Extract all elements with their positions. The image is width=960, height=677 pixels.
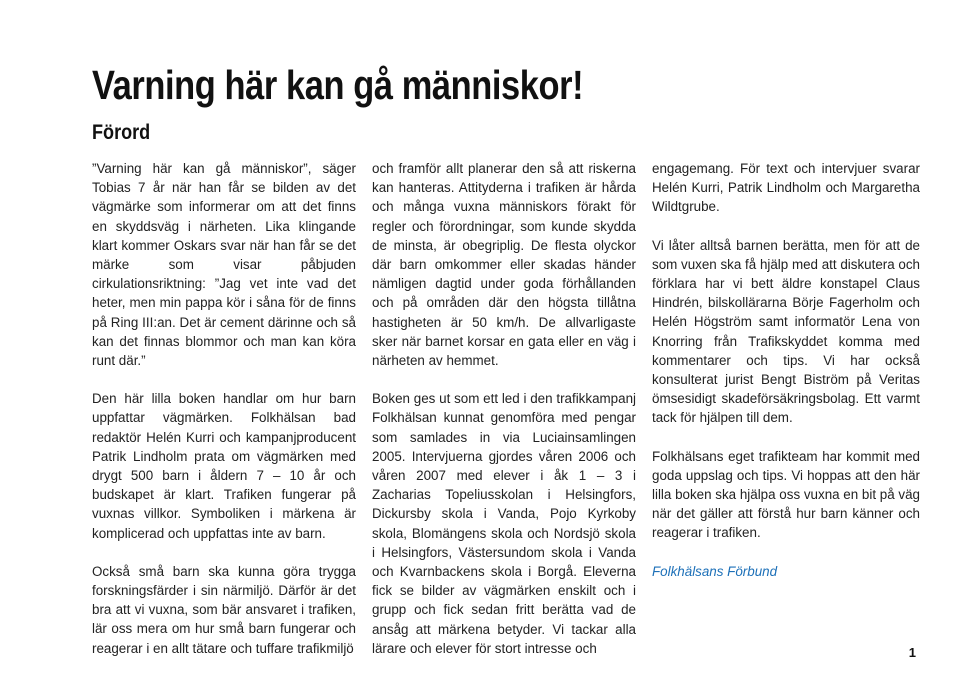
paragraph: och framför allt planerar den så att riskerna kan hanteras. Attityderna i trafiken är hårda och många vuxna människors förakt för regler och förordningar, som kunde skydda de minsta, är obegriplig. De flesta olyckor där barn omkommer eller skadas händer nämligen dagtid under goda förhållanden och på områden där den högsta tillåtna hastigheten är 50 km/h. De allvarligaste sker när barnet korsar en gata eller en väg i närheten av hemmet. <box>372 161 636 369</box>
paragraph: engagemang. För text och intervjuer svarar Helén Kurri, Patrik Lindholm och Margaretha Wildtgrube. <box>652 161 920 215</box>
signature: Folkhälsans Förbund <box>652 563 778 579</box>
paragraph: Också små barn ska kunna göra trygga forskningsfärder i sin närmiljö. Därför är det bra att vi vuxna, som bär ansvaret i trafiken, lär oss mera om hur små barn fungerar och reagerar i en allt tätare och tuffare trafikmiljö <box>92 563 356 656</box>
text-column-3 <box>652 159 920 600</box>
paragraph: Vi låter alltså barnen berätta, men för att de som vuxen ska få hjälp med att diskutera och förklara har vi bett äldre konstapel Claus Hindrén, bilskollärarna Börje Fagerholm och Helén Högström samt informatör Lena von Knorring från Trafikskyddet komma med kommentarer och tips. Vi har också konsulterat jurist Bengt Biström på Veritas ömsesidigt skadeförsäkringsbolag. Ett varmt tack för hjälpen till dem. <box>652 237 920 426</box>
page-number: 1 <box>908 645 916 660</box>
section-heading: Förord <box>92 121 151 144</box>
text-column-1 <box>92 159 356 677</box>
paragraph: ”Varning här kan gå människor”, säger Tobias 7 år när han får se bilden av det vägmärke som informerar om att det finns en skyddsväg i närheten. Lika klingande klart kommer Oskars svar när han får se det märke som visar påbjuden cirkulationsriktning: ”Jag vet inte vad det heter, men min pappa kör i såna för de finns på Ring III:an. Det är cement därinne och så kan det finnas blommor och man kan köra runt där.” <box>92 161 356 369</box>
paragraph: Den här lilla boken handlar om hur barn uppfattar vägmärken. Folkhälsan bad redaktör Helén Kurri och kampanjproducent Patrik Lindholm prata om vägmärken med drygt 500 barn i åldern 7 – 10 år och budskapet är klart. Trafiken fungerar på vuxnas villkor. Symboliken i märkena är komplicerad och uppfattas inte av barn. <box>92 391 356 541</box>
page-title: Varning här kan gå människor! <box>92 62 584 108</box>
paragraph: Boken ges ut som ett led i den trafikkampanj Folkhälsan kunnat genomföra med pengar som samlades in via Luciainsamlingen 2005. Intervjuerna gjordes våren 2006 och våren 2007 med elever i åk 1 – 3 i Zacharias Topeliusskolan i Helsingfors, Dickursby skola i Vanda, Pojo Kyrkoby skola, Blomängens skola och Nordsjö skola i Helsingfors, Västersundom skola i Vanda och Kvarnbackens skola i Borgå. Eleverna fick se bilder av vägmärken enskilt och i grupp och fick sedan fritt berätta vad de ansåg att märkena betyder. Vi tackar alla lärare och elever för stort intresse och <box>372 391 636 656</box>
text-column-2 <box>372 159 636 677</box>
paragraph: Folkhälsans eget trafikteam har kommit med goda uppslag och tips. Vi hoppas att den här lilla boken ska hjälpa oss vuxna en bit på väg när det gäller att förstå hur barn känner och reagerar i trafiken. <box>652 448 920 541</box>
